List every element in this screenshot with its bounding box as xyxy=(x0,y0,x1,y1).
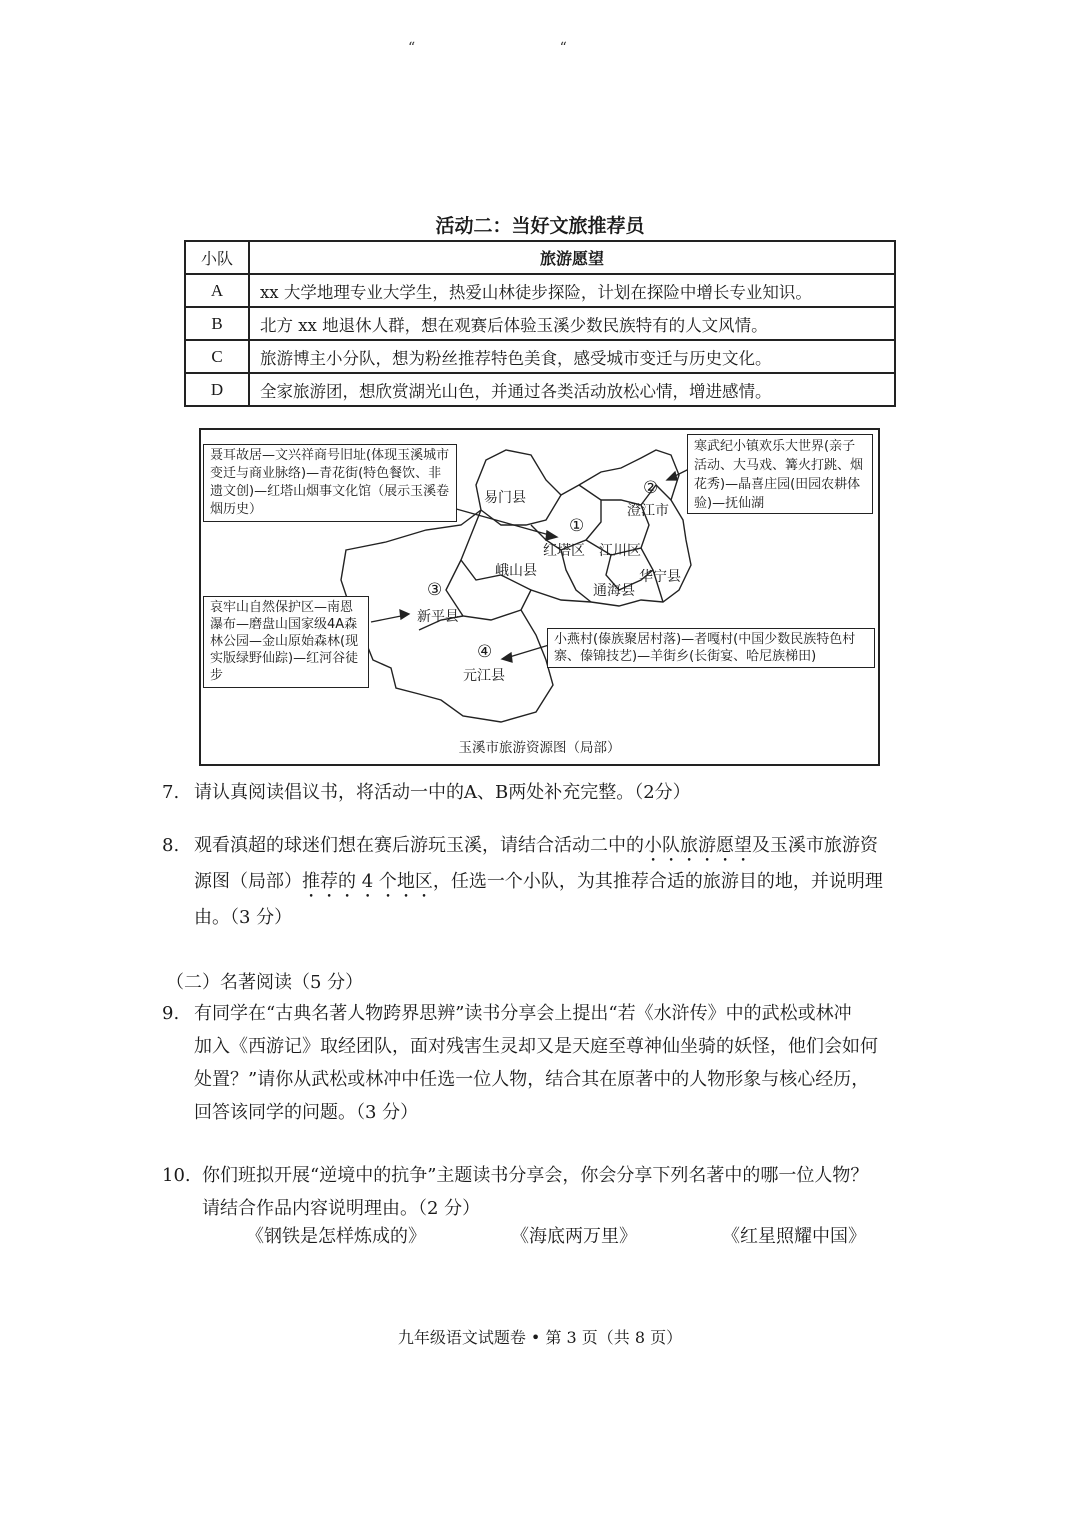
team-table xyxy=(184,240,896,407)
arrow-2-head xyxy=(667,472,677,480)
table-row xyxy=(185,307,895,340)
team-id: D xyxy=(185,373,249,406)
team-wish: 旅游博主小分队，想为粉丝推荐特色美食，感受城市变迁与历史文化。 xyxy=(249,340,895,373)
question-line: 有同学在“古典名著人物跨界思辨”读书分享会上提出“若《水浒传》中的武松或林冲 xyxy=(194,1003,852,1024)
arrow-1 xyxy=(442,505,553,536)
map-caption: 玉溪市旅游资源图（局部） xyxy=(458,740,621,756)
table-row xyxy=(185,373,895,406)
text-span: 观看滇超的球迷们想在赛后游玩玉溪，请结合活动二中的 xyxy=(194,835,644,856)
circle-4: ④ xyxy=(477,642,493,662)
emphasis-text: 小队旅游愿望 xyxy=(644,835,752,856)
question-line: 你们班拟开展“逆境中的抗争”主题读书分享会，你会分享下列名著中的哪一位人物？ xyxy=(202,1165,869,1186)
team-id: B xyxy=(185,307,249,340)
question-line xyxy=(194,864,883,902)
question-line: 由。（3 分） xyxy=(194,907,293,928)
section-heading: （二）名著阅读（5 分） xyxy=(166,972,364,993)
question-8 xyxy=(162,828,922,938)
circle-2: ② xyxy=(643,478,659,498)
note-3: 哀牢山自然保护区—南恩瀑布—磨盘山国家级4A森林公园—金山原始森林(现实版绿野仙踪)—红河谷徒步 xyxy=(203,596,369,688)
text-span: 及玉溪市旅游资 xyxy=(752,835,878,856)
quote-marks: “ “ xyxy=(408,40,637,56)
place-jiangchuan: 江川区 xyxy=(599,543,641,559)
page-footer: 九年级语文试题卷 • 第 3 页（共 8 页） xyxy=(397,1328,683,1347)
place-yuanjiang: 元江县 xyxy=(463,668,505,684)
question-7 xyxy=(162,775,922,811)
book-title: 《红星照耀中国》 xyxy=(722,1226,866,1247)
question-number: 10. xyxy=(162,1165,191,1186)
place-huaning: 华宁县 xyxy=(639,569,681,585)
team-id: C xyxy=(185,340,249,373)
question-line: 处置？”请你从武松或林冲中任选一位人物，结合其在原著中的人物形象与核心经历， xyxy=(194,1069,870,1090)
team-id: A xyxy=(185,274,249,307)
arrow-3-head xyxy=(400,610,409,619)
activity-title: 活动二：当好文旅推荐员 xyxy=(435,215,645,237)
place-eshan: 峨山县 xyxy=(495,563,537,579)
table-row xyxy=(185,274,895,307)
book-title: 《海底两万里》 xyxy=(511,1226,637,1247)
header-team: 小队 xyxy=(185,241,249,274)
circle-1: ① xyxy=(569,516,585,536)
book-title: 《钢铁是怎样炼成的》 xyxy=(246,1226,426,1247)
question-line: 请结合作品内容说明理由。（2 分） xyxy=(202,1198,481,1219)
question-number: 9. xyxy=(162,1003,180,1024)
team-wish: 北方 xx 地退休人群，想在观赛后体验玉溪少数民族特有的人文风情。 xyxy=(249,307,895,340)
question-text: 请认真阅读倡议书，将活动一中的A、B两处补充完整。（2分） xyxy=(194,782,691,803)
text-span: 源图（局部） xyxy=(194,871,302,892)
place-chengjiang: 澄江市 xyxy=(627,503,669,519)
question-line: 回答该同学的问题。（3 分） xyxy=(194,1102,419,1123)
place-hongta: 红塔区 xyxy=(543,543,585,559)
question-number: 7. xyxy=(162,782,180,803)
emphasis-text: 推荐的 4 个地区 xyxy=(302,871,433,892)
text-span: ，任选一个小队，为其推荐合适的旅游目的地，并说明理 xyxy=(432,871,883,892)
tourism-map xyxy=(199,428,880,766)
arrow-4-head xyxy=(502,653,512,662)
note-1: 聂耳故居—文兴祥商号旧址(体现玉溪城市变迁与商业脉络)—青花街(特色餐饮、非遗文创)—红塔山烟事文化馆（展示玉溪卷烟历史） xyxy=(203,444,457,522)
place-tonghai: 通海县 xyxy=(593,583,635,599)
question-line xyxy=(194,828,878,866)
note-4: 小燕村(傣族聚居村落)—者嘎村(中国少数民族特色村寨、傣锦技艺)—羊街乡(长街宴、哈尼族梯田) xyxy=(547,628,875,668)
question-9 xyxy=(162,996,922,1136)
question-10 xyxy=(162,1158,932,1228)
team-wish: 全家旅游团，想欣赏湖光山色，并通过各类活动放松心情，增进感情。 xyxy=(249,373,895,406)
place-yimen: 易门县 xyxy=(484,490,526,506)
note-2: 寒武纪小镇欢乐大世界(亲子活动、大马戏、篝火打跳、烟花秀)—晶喜庄园(田园农耕体验)—抚仙湖 xyxy=(687,434,873,514)
question-line: 加入《西游记》取经团队，面对残害生灵却又是天庭至尊神仙坐骑的妖怪，他们会如何 xyxy=(194,1036,878,1057)
table-header-row xyxy=(185,241,895,274)
arrow-1-head xyxy=(546,531,557,540)
team-wish: xx 大学地理专业大学生，热爱山林徒步探险，计划在探险中增长专业知识。 xyxy=(249,274,895,307)
header-wish: 旅游愿望 xyxy=(249,241,895,274)
question-number: 8. xyxy=(162,835,180,856)
table-row xyxy=(185,340,895,373)
book-list xyxy=(246,1222,866,1248)
circle-3: ③ xyxy=(427,580,443,600)
place-xinping: 新平县 xyxy=(417,609,459,625)
